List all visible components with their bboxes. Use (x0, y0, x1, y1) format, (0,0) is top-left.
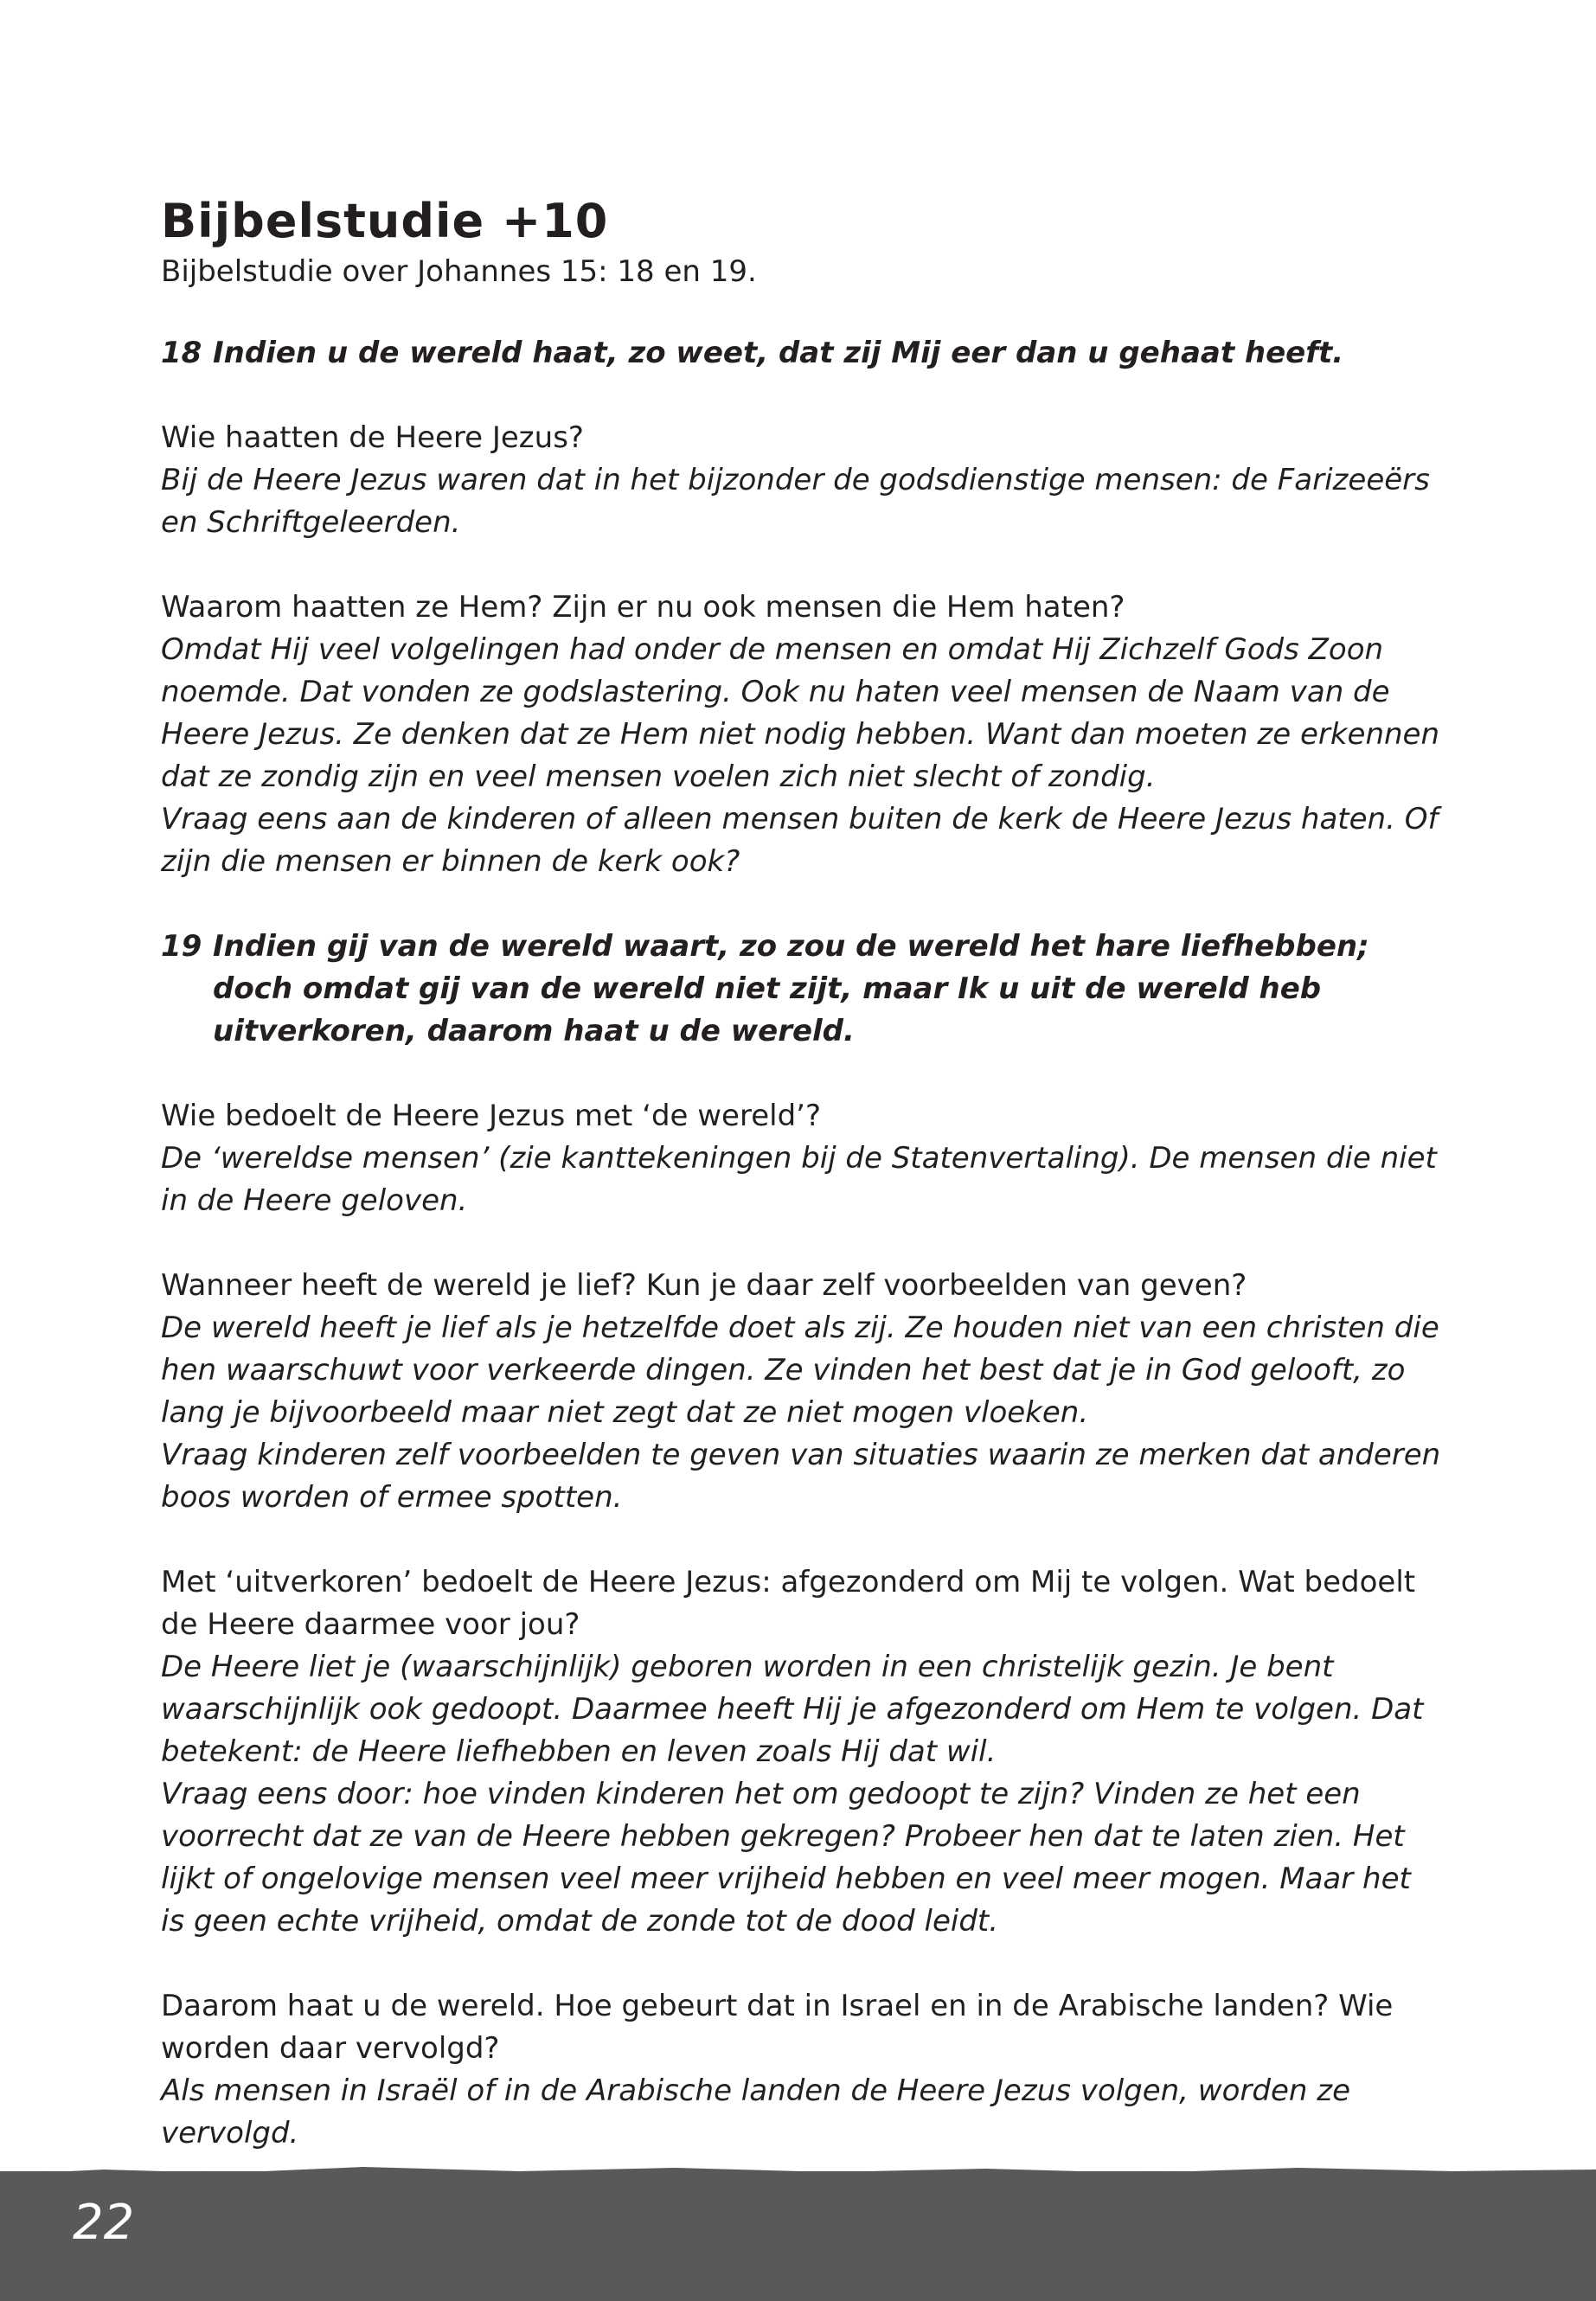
answer: De ‘wereldse mensen’ (zie kanttekeningen bij de Statenvertaling). De mensen die niet in de Heere geloven. (161, 1141, 1437, 1218)
study-block-1 (161, 417, 1441, 544)
verse-number: 18 (161, 336, 202, 370)
study-block-4 (161, 1265, 1441, 1519)
answer: Als mensen in Israël of in de Arabische landen de Heere Jezus volgen, worden ze vervolgd. (161, 2073, 1351, 2150)
footer-bar (0, 2171, 1596, 2301)
verse-text: Indien gij van de wereld waart, zo zou de wereld het hare liefhebben; doch omdat gij van de wereld niet zijt, maar Ik u uit de wereld heb uitverkoren, daarom haat u de wereld. (213, 929, 1369, 1048)
torn-edge-decoration (0, 2159, 1596, 2185)
question: Wie haatten de Heere Jezus? (161, 420, 584, 455)
verse-text: Indien u de wereld haat, zo weet, dat zij Mij eer dan u gehaat heeft. (213, 336, 1344, 370)
page-content (161, 192, 1441, 2197)
page-title: Bijbelstudie +10 (161, 194, 609, 248)
question: Met ‘uitverkoren’ bedoelt de Heere Jezus: afgezonderd om Mij te volgen. Wat bedoelt de Heere daarmee voor jou? (161, 1565, 1416, 1642)
teacher-note: Vraag eens aan de kinderen of alleen mensen buiten de kerk de Heere Jezus haten. Of zijn die mensen er binnen de kerk ook? (161, 802, 1439, 879)
answer: De Heere liet je (waarschijnlijk) geboren worden in een christelijk gezin. Je bent waarschijnlijk ook gedoopt. Daarmee heeft Hij je afgezonderd om Hem te volgen. Dat betekent: de Heere liefhebben en leven zoals Hij dat wil. (161, 1650, 1424, 1769)
question: Waarom haatten ze Hem? Zijn er nu ook mensen die Hem haten? (161, 590, 1125, 625)
teacher-note: Vraag eens door: hoe vinden kinderen het om gedoopt te zijn? Vinden ze het een voorrecht dat ze van de Heere hebben gekregen? Probeer hen dat te laten zien. Het lijkt of ongelovige mensen veel meer vrijheid hebben en veel meer mogen. Maar het is geen echte vrijheid, omdat de zonde tot de dood leidt. (161, 1777, 1411, 1939)
verse-number: 19 (161, 929, 202, 964)
study-block-5 (161, 1561, 1441, 1943)
answer: Bij de Heere Jezus waren dat in het bijzonder de godsdienstige mensen: de Farizeeërs en Schriftgeleerden. (161, 463, 1430, 540)
study-block-3 (161, 1095, 1441, 1222)
subtitle: Bijbelstudie over Johannes 15: 18 en 19. (161, 254, 757, 289)
teacher-note: Vraag kinderen zelf voorbeelden te geven van situaties waarin ze merken dat anderen boos worden of ermee spotten. (161, 1438, 1441, 1515)
study-block-2 (161, 586, 1441, 883)
verse-18 (161, 332, 1441, 375)
question: Wie bedoelt de Heere Jezus met ‘de wereld’? (161, 1099, 822, 1133)
question: Daarom haat u de wereld. Hoe gebeurt dat in Israel en in de Arabische landen? Wie worden daar vervolgd? (161, 1989, 1394, 2066)
question: Wanneer heeft de wereld je lief? Kun je daar zelf voorbeelden van geven? (161, 1268, 1247, 1303)
answer: Omdat Hij veel volgelingen had onder de mensen en omdat Hij Zichzelf Gods Zoon noemde. Dat vonden ze godslastering. Ook nu haten veel mensen de Naam van de Heere Jezus. Ze denken dat ze Hem niet nodig hebben. Want dan moeten ze erkennen dat ze zondig zijn en veel mensen voelen zich niet slecht of zondig. (161, 632, 1440, 794)
page-number: 22 (73, 2195, 135, 2251)
answer: De wereld heeft je lief als je hetzelfde doet als zij. Ze houden niet van een christen die hen waarschuwt voor verkeerde dingen. Ze vinden het best dat je in God gelooft, zo lang je bijvoorbeeld maar niet zegt dat ze niet mogen vloeken. (161, 1311, 1439, 1430)
verse-19 (161, 926, 1441, 1053)
study-block-6 (161, 1985, 1441, 2155)
